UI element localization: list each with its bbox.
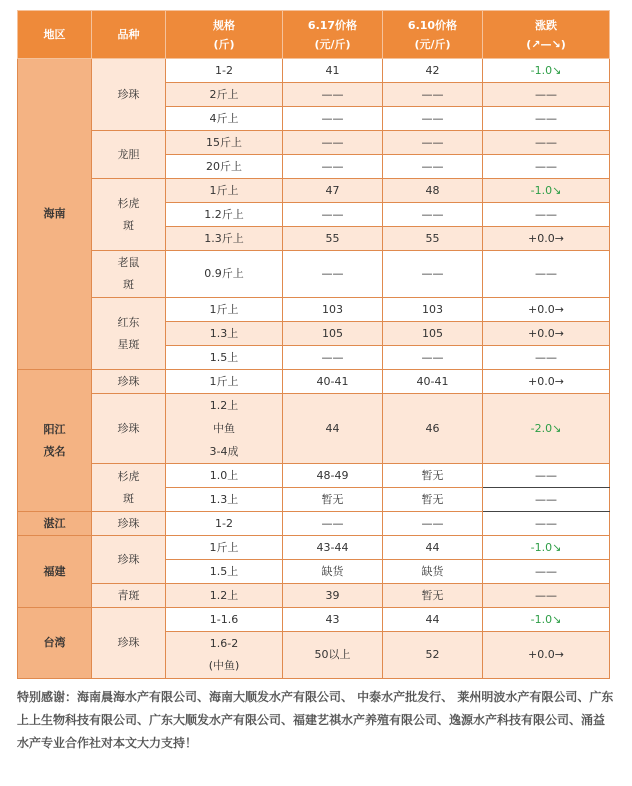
variety-pearl: 珍珠 — [92, 59, 166, 131]
spec-cell: 20斤上 — [166, 155, 283, 179]
price-617-cell: —— — [283, 131, 383, 155]
variety-qing: 青斑 — [92, 584, 166, 608]
change-cell: -1.0↘ — [483, 536, 610, 560]
variety-shanhu: 杉虎 斑 — [92, 179, 166, 251]
change-cell: —— — [483, 584, 610, 608]
price-610-cell: 46 — [383, 394, 483, 464]
acknowledgement-note: 特别感谢：海南晨海水产有限公司、海南大顺发水产有限公司、 中泰水产批发行、 莱州明波水产有限公司、广东上上生物科技有限公司、广东大顺发水产有限公司、福建艺祺水产养殖有限公司、逸源水产科技有限公司、涌益水产专业合作社对本文大力支持！ — [17, 690, 614, 750]
price-617-cell: 55 — [283, 227, 383, 251]
variety-shanhu: 杉虎 斑 — [92, 464, 166, 512]
price-617-cell: 暂无 — [283, 488, 383, 512]
change-cell: -2.0↘ — [483, 394, 610, 464]
spec-cell: 15斤上 — [166, 131, 283, 155]
price-610-cell: 48 — [383, 179, 483, 203]
table-row — [18, 608, 610, 632]
price-617-cell: 50以上 — [283, 632, 383, 679]
region-zhanjiang: 湛江 — [18, 512, 92, 536]
price-610-cell: 55 — [383, 227, 483, 251]
variety-pearl: 珍珠 — [92, 394, 166, 464]
table-row — [18, 59, 610, 83]
price-617-cell: 47 — [283, 179, 383, 203]
price-610-cell: —— — [383, 251, 483, 298]
header-change: 涨跌 (↗—↘) — [483, 11, 610, 59]
price-617-cell: 43 — [283, 608, 383, 632]
spec-cell: 1斤上 — [166, 179, 283, 203]
price-617-cell: 缺货 — [283, 560, 383, 584]
price-617-cell: —— — [283, 83, 383, 107]
region-yangjiang-maoming: 阳江 茂名 — [18, 370, 92, 512]
price-610-cell: 52 — [383, 632, 483, 679]
price-610-cell: 42 — [383, 59, 483, 83]
table-row — [18, 584, 610, 608]
spec-cell: 0.9斤上 — [166, 251, 283, 298]
price-617-cell: 39 — [283, 584, 383, 608]
header-spec: 规格 (斤) — [166, 11, 283, 59]
change-cell: —— — [483, 488, 610, 512]
spec-cell: 1-1.6 — [166, 608, 283, 632]
price-610-cell: 暂无 — [383, 584, 483, 608]
spec-cell: 1.0上 — [166, 464, 283, 488]
change-cell: —— — [483, 155, 610, 179]
table-row — [18, 131, 610, 155]
price-610-cell: 105 — [383, 322, 483, 346]
change-cell: -1.0↘ — [483, 179, 610, 203]
spec-cell: 1.3上 — [166, 322, 283, 346]
variety-laoshu: 老鼠 斑 — [92, 251, 166, 298]
spec-cell: 2斤上 — [166, 83, 283, 107]
header-region: 地区 — [18, 11, 92, 59]
spec-cell: 1.2上 中鱼 3-4成 — [166, 394, 283, 464]
spec-cell: 1斤上 — [166, 298, 283, 322]
spec-cell: 1.2上 — [166, 584, 283, 608]
price-617-cell: 43-44 — [283, 536, 383, 560]
price-table — [17, 10, 610, 679]
table-row — [18, 179, 610, 203]
spec-cell: 1斤上 — [166, 536, 283, 560]
change-cell: —— — [483, 83, 610, 107]
price-610-cell: —— — [383, 107, 483, 131]
variety-pearl: 珍珠 — [92, 608, 166, 679]
table-row — [18, 394, 610, 464]
price-610-cell: 暂无 — [383, 488, 483, 512]
variety-hongdong: 红东 星斑 — [92, 298, 166, 370]
price-617-cell: 41 — [283, 59, 383, 83]
change-cell: +0.0→ — [483, 227, 610, 251]
spec-cell: 1斤上 — [166, 370, 283, 394]
price-610-cell: —— — [383, 512, 483, 536]
price-610-cell: —— — [383, 203, 483, 227]
price-610-cell: —— — [383, 346, 483, 370]
price-617-cell: 105 — [283, 322, 383, 346]
table-row — [18, 251, 610, 298]
price-610-cell: 103 — [383, 298, 483, 322]
change-cell: +0.0→ — [483, 298, 610, 322]
price-610-cell: 40-41 — [383, 370, 483, 394]
table-row — [18, 298, 610, 322]
price-610-cell: 44 — [383, 608, 483, 632]
price-617-cell: 48-49 — [283, 464, 383, 488]
region-fujian: 福建 — [18, 536, 92, 608]
spec-cell: 1.3斤上 — [166, 227, 283, 251]
price-617-cell: —— — [283, 155, 383, 179]
variety-pearl: 珍珠 — [92, 370, 166, 394]
change-cell: —— — [483, 107, 610, 131]
table-row — [18, 536, 610, 560]
change-cell: +0.0→ — [483, 632, 610, 679]
price-610-cell: 缺货 — [383, 560, 483, 584]
change-cell: —— — [483, 346, 610, 370]
change-cell: —— — [483, 512, 610, 536]
price-617-cell: —— — [283, 512, 383, 536]
table-row — [18, 512, 610, 536]
price-617-cell: 103 — [283, 298, 383, 322]
change-cell: —— — [483, 131, 610, 155]
price-617-cell: —— — [283, 107, 383, 131]
price-617-cell: —— — [283, 251, 383, 298]
header-price-617: 6.17价格 (元/斤) — [283, 11, 383, 59]
change-cell: —— — [483, 464, 610, 488]
region-hainan: 海南 — [18, 59, 92, 370]
price-610-cell: 暂无 — [383, 464, 483, 488]
change-cell: —— — [483, 251, 610, 298]
region-taiwan: 台湾 — [18, 608, 92, 679]
spec-cell: 1.3上 — [166, 488, 283, 512]
spec-cell: 1.6-2 (中鱼) — [166, 632, 283, 679]
table-row — [18, 464, 610, 488]
change-cell: —— — [483, 203, 610, 227]
price-617-cell: 40-41 — [283, 370, 383, 394]
header-row — [18, 11, 610, 59]
spec-cell: 1.2斤上 — [166, 203, 283, 227]
change-cell: -1.0↘ — [483, 59, 610, 83]
change-cell: +0.0→ — [483, 322, 610, 346]
table-row — [18, 370, 610, 394]
price-610-cell: —— — [383, 131, 483, 155]
price-610-cell: 44 — [383, 536, 483, 560]
price-617-cell: 44 — [283, 394, 383, 464]
price-617-cell: —— — [283, 203, 383, 227]
price-610-cell: —— — [383, 155, 483, 179]
change-cell: —— — [483, 560, 610, 584]
spec-cell: 1.5上 — [166, 346, 283, 370]
spec-cell: 4斤上 — [166, 107, 283, 131]
spec-cell: 1-2 — [166, 59, 283, 83]
header-price-610: 6.10价格 (元/斤) — [383, 11, 483, 59]
spec-cell: 1-2 — [166, 512, 283, 536]
change-cell: +0.0→ — [483, 370, 610, 394]
price-610-cell: —— — [383, 83, 483, 107]
header-variety: 品种 — [92, 11, 166, 59]
variety-pearl: 珍珠 — [92, 512, 166, 536]
variety-pearl: 珍珠 — [92, 536, 166, 584]
change-cell: -1.0↘ — [483, 608, 610, 632]
price-617-cell: —— — [283, 346, 383, 370]
variety-longdan: 龙胆 — [92, 131, 166, 179]
spec-cell: 1.5上 — [166, 560, 283, 584]
